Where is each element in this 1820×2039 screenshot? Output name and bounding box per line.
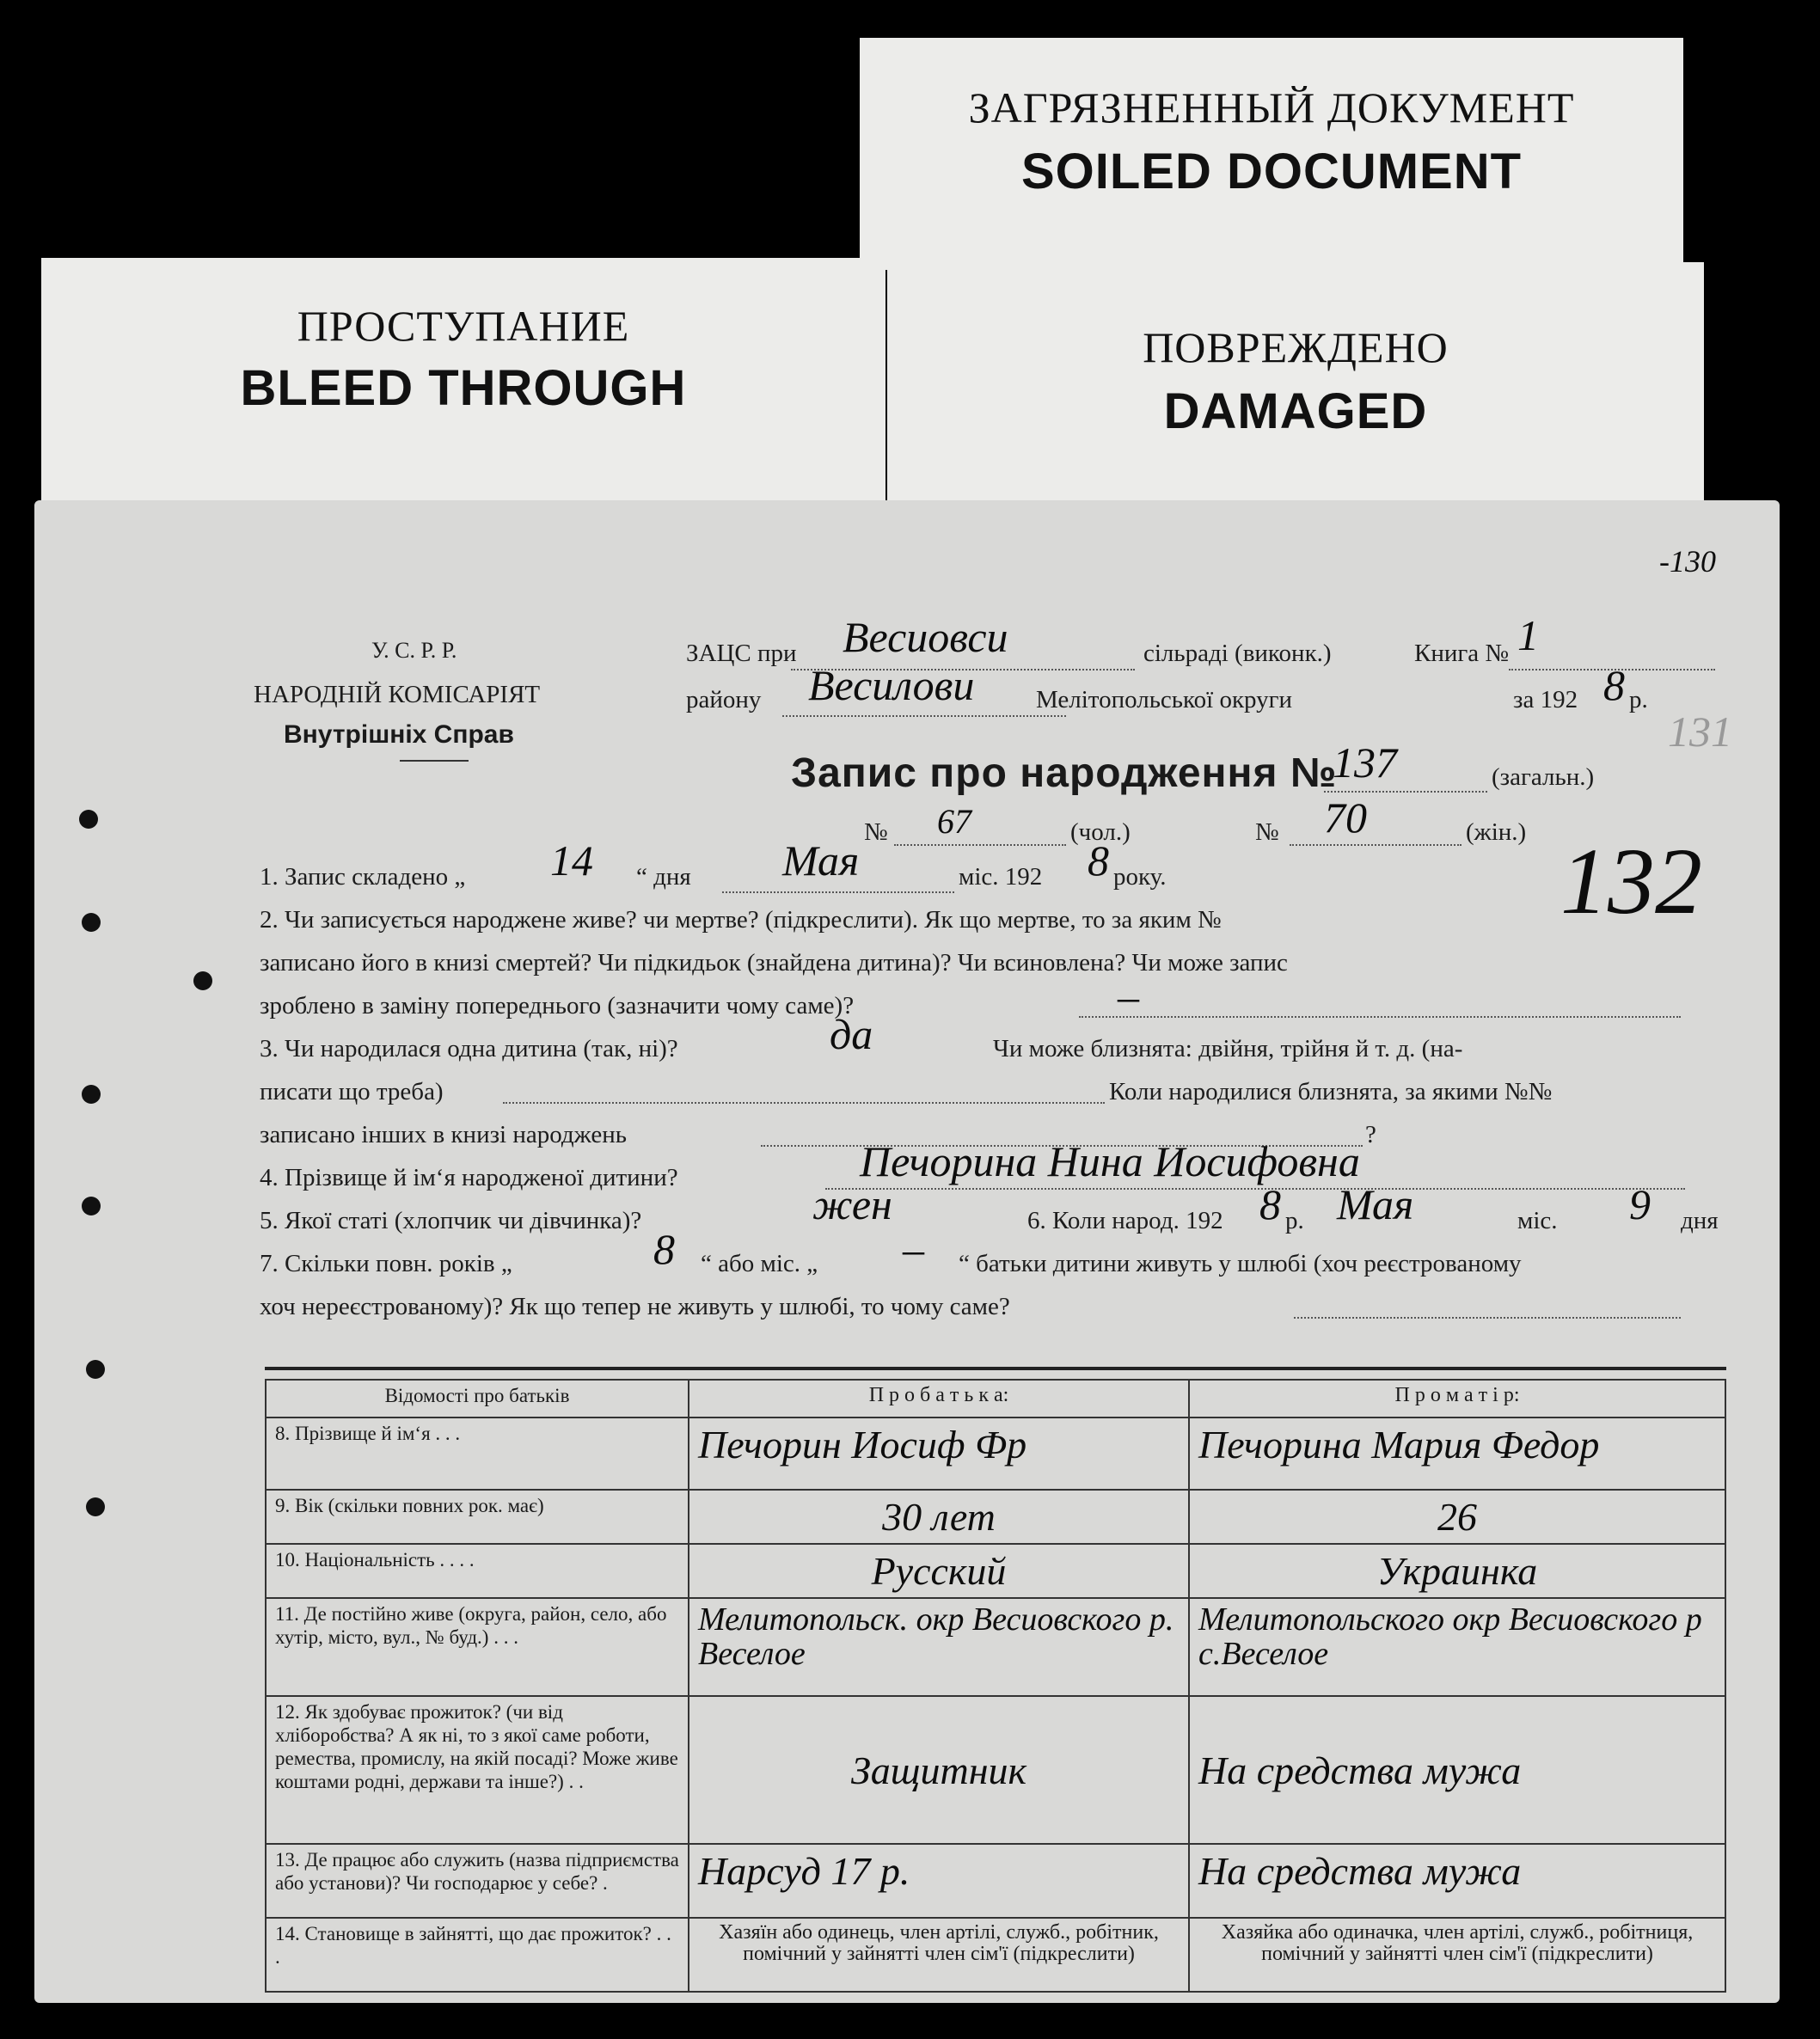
line3-text: 3. Чи народилася одна дитина (так, ні)? bbox=[260, 1035, 678, 1062]
line6-text: 6. Коли народ. 192 bbox=[1027, 1207, 1223, 1234]
child-sex: жен bbox=[812, 1180, 892, 1228]
line5-text: 5. Якої статі (хлопчик чи дівчинка)? bbox=[260, 1207, 642, 1234]
line6-year: 8 bbox=[1259, 1180, 1281, 1228]
bleed-en-label: BLEED THROUGH bbox=[240, 360, 687, 416]
affairs-label: Внутрішніх Справ bbox=[284, 720, 514, 749]
year-label: за 192 bbox=[1513, 686, 1578, 713]
line1-day-suffix: “ дня bbox=[636, 863, 691, 891]
father-name: Печорин Иосиф Фр bbox=[689, 1418, 1189, 1490]
table-header-row bbox=[266, 1380, 1725, 1418]
punch-hole bbox=[82, 1085, 101, 1104]
divider bbox=[400, 760, 469, 762]
line1-label: 1. Запис складено „ bbox=[260, 863, 466, 891]
table-top-rule bbox=[265, 1367, 1726, 1370]
line4-text: 4. Прізвище й ім‘я народженої дитини? bbox=[260, 1164, 678, 1191]
mother-status: Хазяйка або одиначка, член артілі, служб., робітниця, помічний у зайнятті член сім'ї (підкреслити) bbox=[1189, 1918, 1725, 1992]
header-father: П р о б а т ь к а: bbox=[689, 1380, 1189, 1418]
row-label: 11. Де постійно живе (округа, район, село, або хутір, місто, вул., № буд.) . . . bbox=[266, 1598, 689, 1696]
line7d-text: хоч нереєстрованому)? Як що тепер не живуть у шлюбі, то чому саме? bbox=[260, 1293, 1010, 1320]
line1-day: 14 bbox=[550, 836, 593, 885]
line3-text-b: Чи може близнята: двійня, трійня й т. д. (на- bbox=[993, 1035, 1463, 1062]
zags-prefix: ЗАЦС при bbox=[686, 640, 797, 667]
mother-name: Печорина Мария Федор bbox=[1189, 1418, 1725, 1490]
line1-year-label: міс. 192 bbox=[959, 863, 1043, 891]
male-label: (чол.) bbox=[1070, 818, 1131, 846]
commissariat-label: НАРОДНІЙ КОМІСАРІЯТ bbox=[254, 681, 541, 708]
line3d-text: записано інших в книзі народжень bbox=[260, 1121, 627, 1148]
book-value: 1 bbox=[1517, 611, 1539, 659]
line3d-end: ? bbox=[1365, 1121, 1376, 1148]
father-address: Мелитопольск. окр Весиовского р. Веселое bbox=[689, 1598, 1189, 1696]
rayon-value: Весилови bbox=[808, 661, 975, 709]
okruga-label: Мелітопольської округи bbox=[1036, 686, 1293, 713]
rayon-label: району bbox=[686, 686, 762, 713]
table-row bbox=[266, 1696, 1725, 1844]
punch-hole bbox=[86, 1497, 105, 1516]
male-number: 67 bbox=[937, 802, 971, 841]
child-name: Печорина Нина Иосифовна bbox=[860, 1137, 1360, 1185]
table-row bbox=[266, 1544, 1725, 1598]
mother-workplace: На средства мужа bbox=[1189, 1844, 1725, 1918]
table-row bbox=[266, 1598, 1725, 1696]
marriage-months: – bbox=[903, 1225, 924, 1273]
year-value: 8 bbox=[1603, 661, 1625, 709]
father-workplace: Нарсуд 17 р. bbox=[689, 1844, 1189, 1918]
year-suffix: р. bbox=[1629, 686, 1648, 713]
selrada-label: сільраді (виконк.) bbox=[1143, 640, 1332, 667]
line1-month: Мая bbox=[782, 836, 860, 885]
row-label: 13. Де працює або служить (назва підприємства або установи)? Чи господарює у себе? . bbox=[266, 1844, 689, 1918]
line6-month-label: міс. bbox=[1517, 1207, 1558, 1234]
punch-hole bbox=[79, 810, 98, 829]
damaged-ru-label: ПОВРЕЖДЕНО bbox=[1143, 323, 1449, 371]
birth-record-form bbox=[34, 500, 1780, 2003]
soiled-ru-label: ЗАГРЯЗНЕННЫЙ ДОКУМЕНТ bbox=[968, 83, 1575, 132]
ussr-label: У. С. Р. Р. bbox=[371, 638, 457, 663]
row-label: 8. Прізвище й ім‘я . . . bbox=[266, 1418, 689, 1490]
female-no-label: № bbox=[1255, 818, 1279, 846]
punch-hole bbox=[86, 1360, 105, 1379]
general-label: (загальн.) bbox=[1492, 763, 1595, 791]
book-label: Книга № bbox=[1414, 640, 1510, 667]
bleed-ru-label: ПРОСТУПАНИЕ bbox=[297, 302, 630, 350]
male-no-label: № bbox=[864, 818, 888, 846]
record-title: Запис про народження № bbox=[791, 750, 1338, 796]
page-number-faint: 131 bbox=[1668, 707, 1732, 756]
row-label: 12. Як здобуває прожиток? (чи від хліборобства? А як ні, то з якої саме роботи, ремества, промислу, на якій посаді? Може живе коштами родні, держави та інше?) . . bbox=[266, 1696, 689, 1844]
table-row bbox=[266, 1418, 1725, 1490]
line1-year-suffix: року. bbox=[1113, 863, 1167, 891]
line7-text-c: “ батьки дитини живуть у шлюбі (хоч реєстрованому bbox=[959, 1250, 1522, 1277]
row-label: 10. Національність . . . . bbox=[266, 1544, 689, 1598]
line2c-text: зроблено в заміну попереднього (зазначити чому саме)? bbox=[260, 992, 855, 1020]
punch-hole bbox=[193, 971, 212, 990]
zags-value: Весиовси bbox=[843, 613, 1008, 661]
line2c-value: – bbox=[1118, 972, 1139, 1020]
header-parents: Відомості про батьків bbox=[266, 1380, 689, 1418]
father-age: 30 лет bbox=[689, 1490, 1189, 1544]
table-row bbox=[266, 1844, 1725, 1918]
table-row bbox=[266, 1918, 1725, 1992]
mother-livelihood: На средства мужа bbox=[1189, 1696, 1725, 1844]
female-number: 70 bbox=[1324, 793, 1367, 842]
damaged-card bbox=[887, 262, 1704, 516]
father-livelihood: Защитник bbox=[689, 1696, 1189, 1844]
birth-day: 9 bbox=[1629, 1180, 1651, 1228]
mother-nationality: Украинка bbox=[1189, 1544, 1725, 1598]
record-number: 137 bbox=[1333, 738, 1397, 787]
line2b-text: записано його в книзі смертей? Чи підкидьок (знайдена дитина)? Чи всиновлена? Чи може запис bbox=[260, 949, 1288, 977]
bleed-through-card bbox=[41, 258, 885, 516]
line3-value: да bbox=[830, 1010, 873, 1058]
soiled-en-label: SOILED DOCUMENT bbox=[1020, 144, 1523, 199]
birth-month: Мая bbox=[1337, 1180, 1414, 1228]
line7-text: 7. Скільки повн. років „ bbox=[260, 1250, 512, 1277]
header-mother: П р о м а т і р: bbox=[1189, 1380, 1725, 1418]
page-number: -130 bbox=[1659, 544, 1716, 579]
parents-table bbox=[265, 1379, 1726, 1993]
row-label: 9. Вік (скільки повних рок. має) bbox=[266, 1490, 689, 1544]
female-label: (жін.) bbox=[1466, 818, 1527, 846]
row-label: 14. Становище в зайнятті, що дає прожиток? . . . bbox=[266, 1918, 689, 1992]
mother-age: 26 bbox=[1189, 1490, 1725, 1544]
big-record-number: 132 bbox=[1560, 829, 1702, 934]
father-status: Хазяїн або одинець, член артілі, служб., робітник, помічний у зайнятті член сім'ї (підкреслити) bbox=[689, 1918, 1189, 1992]
mother-address: Мелитопольского окр Весиовского р с.Веселое bbox=[1189, 1598, 1725, 1696]
line6-year-suffix: р. bbox=[1285, 1207, 1304, 1234]
line1-year: 8 bbox=[1088, 836, 1109, 885]
line6-day-label: дня bbox=[1681, 1207, 1719, 1234]
line7-text-b: “ або міс. „ bbox=[701, 1250, 818, 1277]
line3c-text-b: Коли народилися близнята, за якими №№ bbox=[1109, 1078, 1553, 1105]
father-nationality: Русский bbox=[689, 1544, 1189, 1598]
marriage-years: 8 bbox=[653, 1225, 675, 1273]
punch-hole bbox=[82, 1197, 101, 1215]
table-row bbox=[266, 1490, 1725, 1544]
soiled-document-card bbox=[860, 38, 1683, 270]
punch-hole bbox=[82, 913, 101, 932]
damaged-en-label: DAMAGED bbox=[1163, 383, 1428, 439]
line3c-text: писати що треба) bbox=[260, 1078, 444, 1105]
line2-text: 2. Чи записується народжене живе? чи мертве? (підкреслити). Як що мертве, то за яким № bbox=[260, 906, 1222, 934]
